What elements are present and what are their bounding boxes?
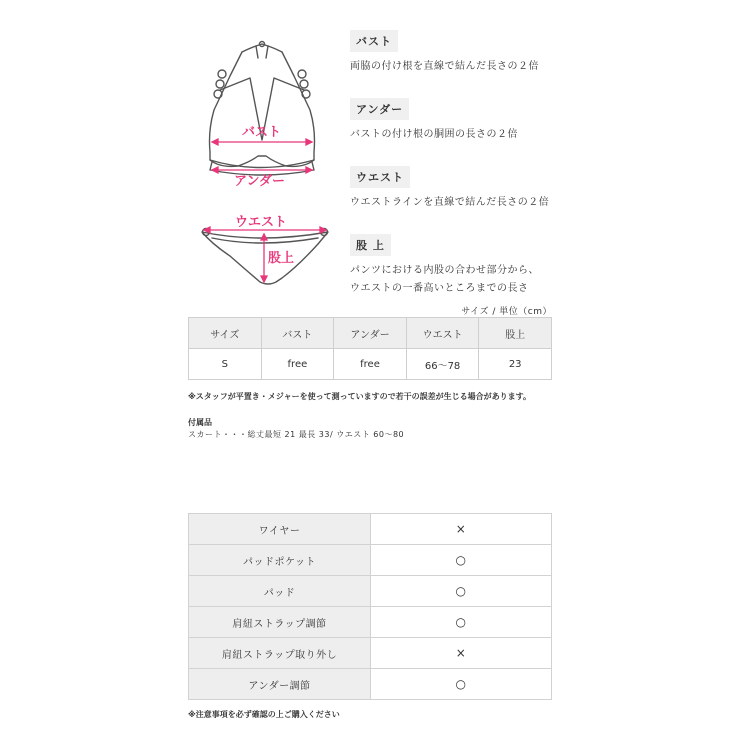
definition-under	[350, 98, 518, 144]
definition-desc: 両脇の付け根を直線で結んだ長さの２倍	[350, 61, 539, 72]
header-cell: アンダー	[334, 318, 407, 349]
definition-desc: バストの付け根の胴囲の長さの２倍	[350, 129, 518, 140]
garment-diagram	[190, 30, 340, 300]
table-row	[189, 514, 552, 545]
header-cell: バスト	[261, 318, 334, 349]
rise-label: 股上	[268, 251, 295, 266]
definition-waist	[350, 166, 549, 212]
waist-label: ウエスト	[235, 215, 288, 230]
under-label: アンダー	[234, 174, 285, 189]
table-row	[189, 576, 552, 607]
feature-label: パッドポケット	[189, 545, 371, 576]
header-cell: 股上	[479, 318, 552, 349]
size-table-header	[189, 318, 552, 349]
accessories-title: 付属品	[188, 418, 212, 427]
table-cell: S	[189, 349, 262, 380]
definition-desc	[350, 262, 539, 298]
feature-label: 肩紐ストラップ取り外し	[189, 638, 371, 669]
header-cell: サイズ	[189, 318, 262, 349]
table-row	[189, 607, 552, 638]
feature-value: ×	[371, 638, 552, 669]
table-cell: free	[261, 349, 334, 380]
definition-desc-line: パンツにおける内股の合わせ部分から、	[350, 265, 539, 276]
feature-label: 肩紐ストラップ調節	[189, 607, 371, 638]
table-row	[189, 669, 552, 700]
feature-value: ○	[371, 545, 552, 576]
table-row	[189, 545, 552, 576]
definition-bust	[350, 30, 539, 76]
table-cell: 23	[479, 349, 552, 380]
feature-label: パッド	[189, 576, 371, 607]
purchase-note: ※注意事項を必ず確認の上ご購入ください	[188, 710, 340, 719]
feature-label: アンダー調節	[189, 669, 371, 700]
table-row	[189, 638, 552, 669]
measurement-note: ※スタッフが平置き・メジャーを使って測っていますので若干の誤差が生じる場合があります。	[188, 392, 531, 401]
feature-value: ○	[371, 576, 552, 607]
feature-value: ○	[371, 607, 552, 638]
table-cell: free	[334, 349, 407, 380]
bust-label: バスト	[242, 125, 282, 140]
definition-tag: ウエスト	[350, 166, 410, 188]
table-cell: 66〜78	[406, 349, 479, 380]
definition-rise	[350, 234, 539, 298]
size-table	[188, 317, 552, 380]
feature-label: ワイヤー	[189, 514, 371, 545]
definition-tag: バスト	[350, 30, 398, 52]
header-cell: ウエスト	[406, 318, 479, 349]
features-table	[188, 513, 552, 700]
table-row	[189, 349, 552, 380]
feature-value: ○	[371, 669, 552, 700]
definition-desc: ウエストラインを直線で結んだ長さの２倍	[350, 197, 550, 208]
definition-desc-line: ウエストの一番高いところまでの長さ	[350, 283, 529, 294]
definition-tag: 股 上	[350, 234, 391, 256]
size-unit-note: サイズ / 単位（cm）	[461, 307, 552, 317]
bikini-illustration	[190, 30, 340, 300]
feature-value: ×	[371, 514, 552, 545]
accessories-text: スカート・・・総丈最短 21 最長 33/ ウエスト 60〜80	[188, 430, 405, 439]
definition-tag: アンダー	[350, 98, 409, 120]
